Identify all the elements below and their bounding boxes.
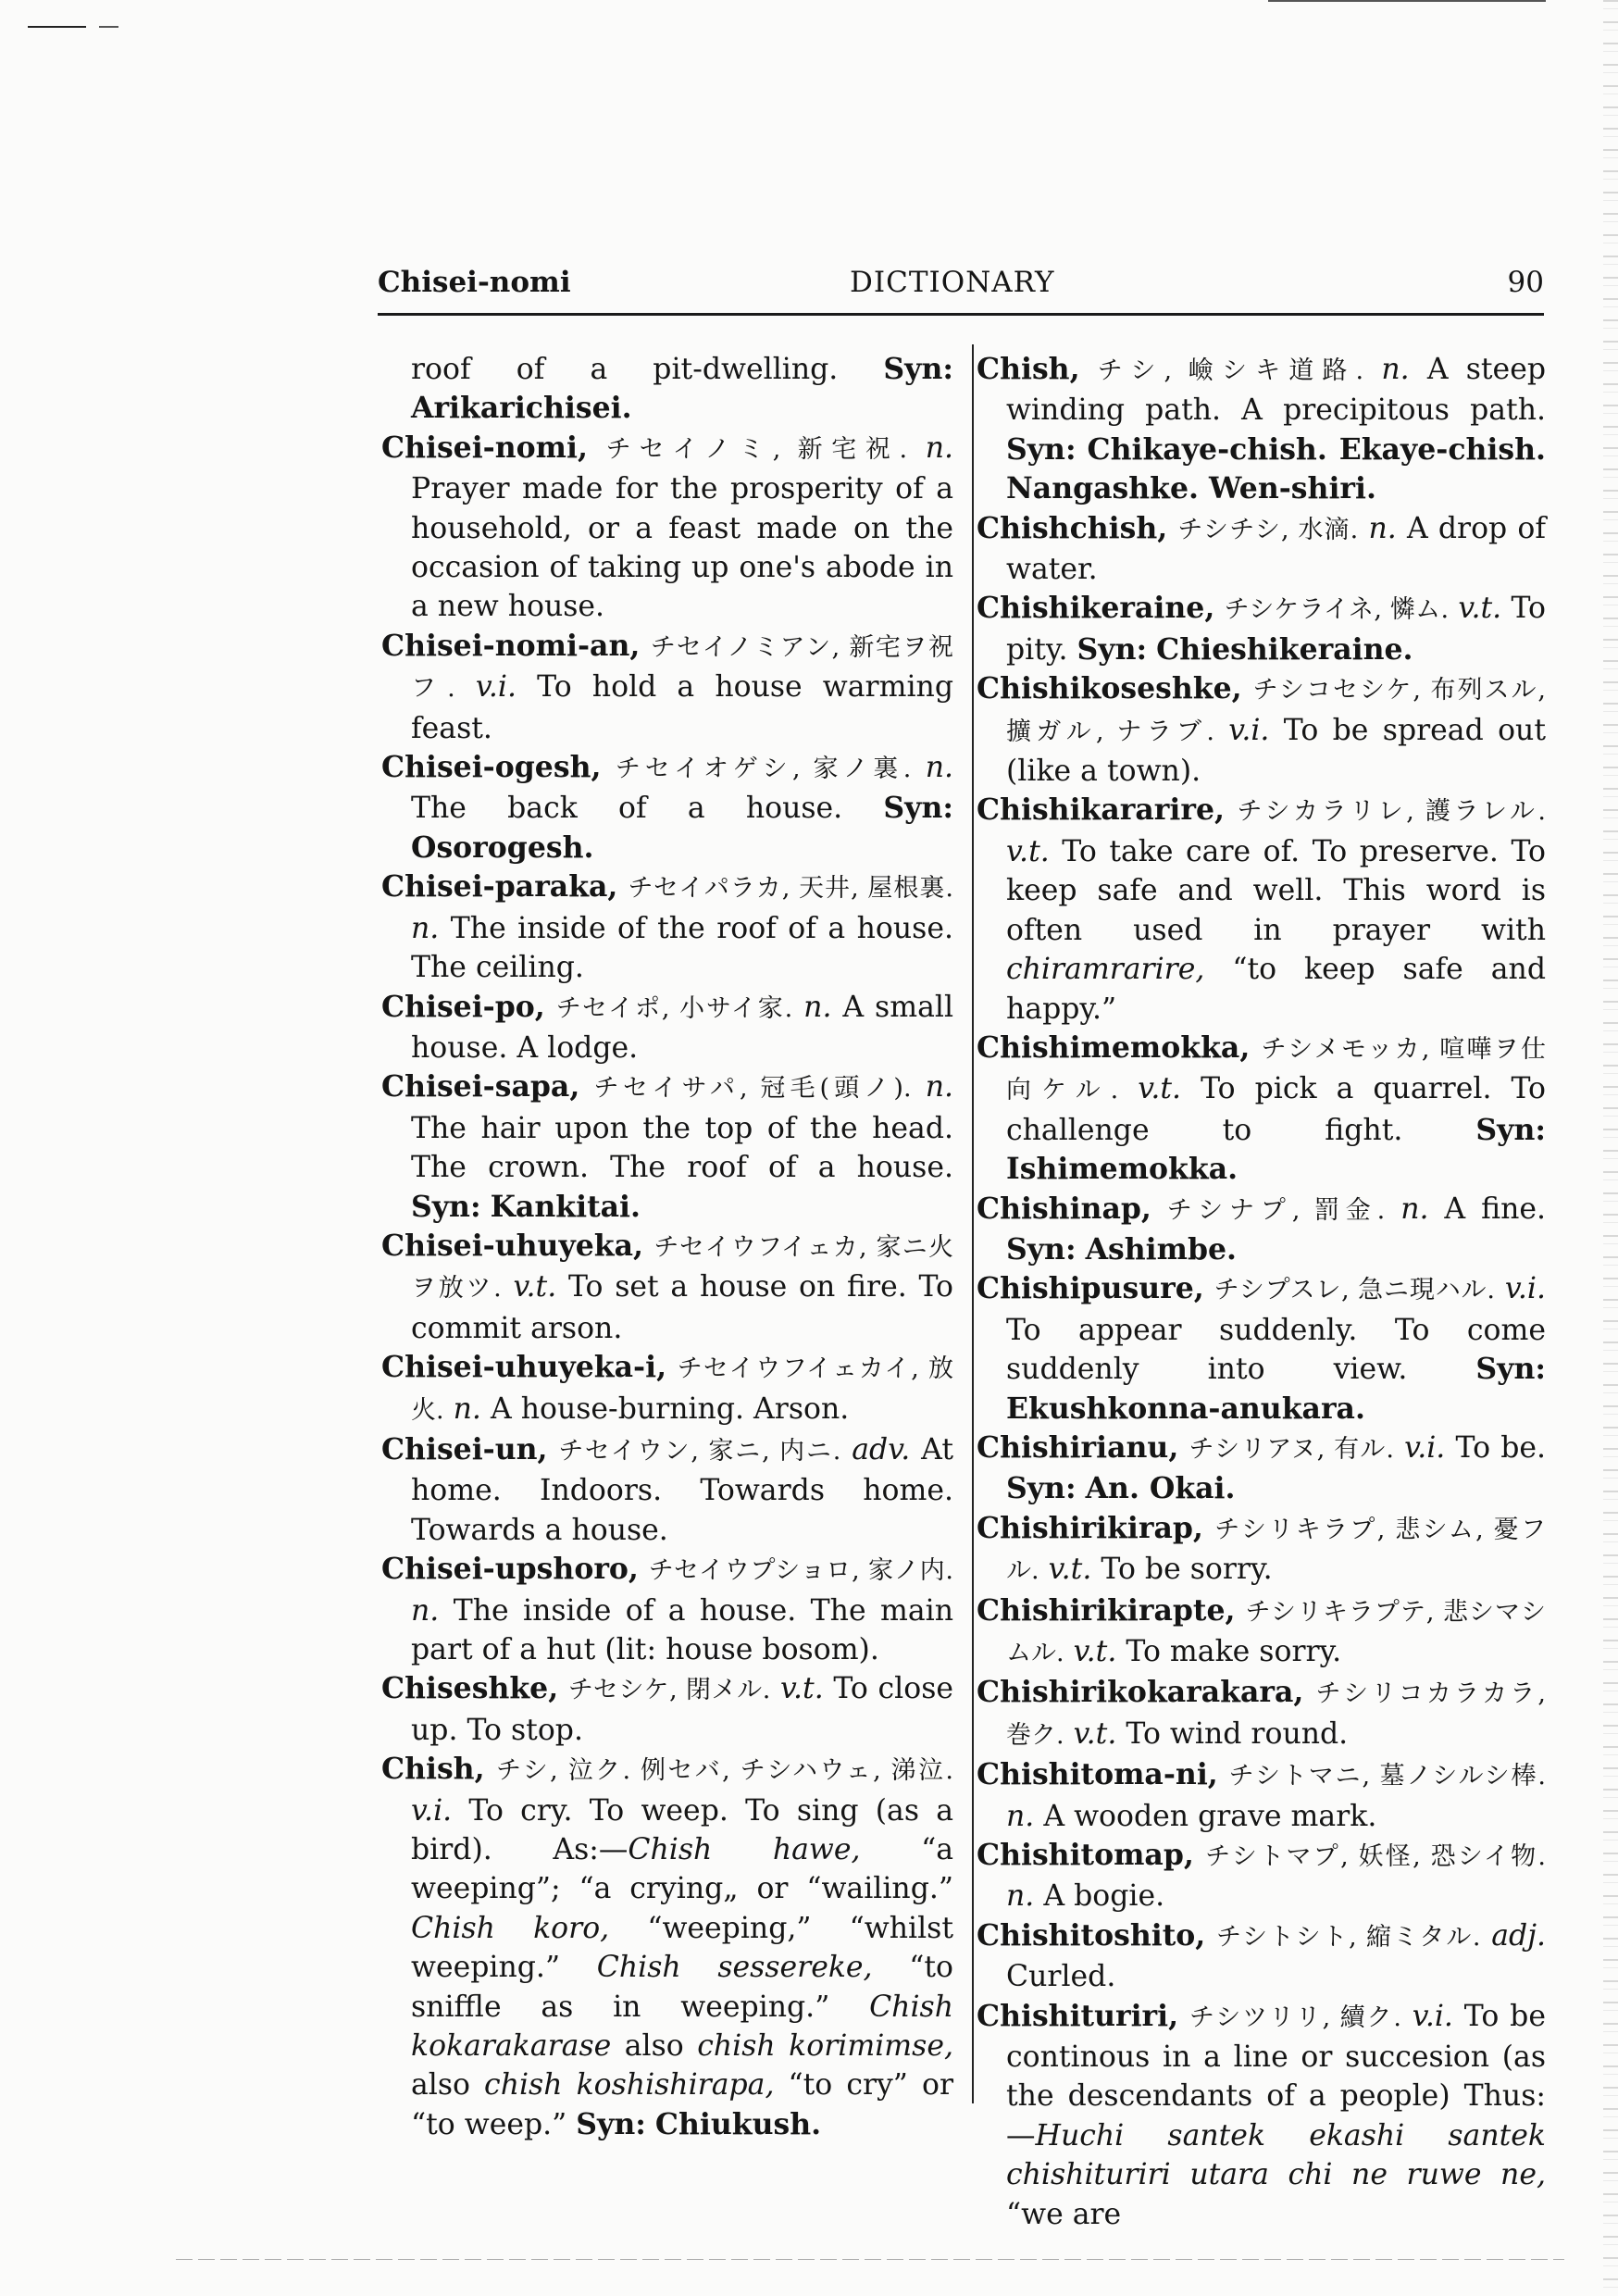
dictionary-entry [977, 1269, 1546, 1429]
japanese-gloss: チセイウン, 家ニ, 内ニ. [558, 1436, 841, 1466]
example: chish koshishirapa, [484, 2068, 775, 2103]
definition: “weeping,” “whilst weeping.” [411, 1911, 953, 1985]
syn-label: Syn: [1006, 1471, 1077, 1506]
synonym: Chikaye-chish. Ekaye-chish. Nangashke. Wen-shiri. [1006, 431, 1547, 506]
part-of-speech: v.i. [1504, 1272, 1546, 1306]
japanese-gloss: チシプスレ, 急ニ現ハル. [1214, 1276, 1495, 1305]
part-of-speech: v.t. [1073, 1635, 1117, 1668]
part-of-speech: v.i. [475, 670, 517, 705]
part-of-speech: n. [411, 1593, 440, 1628]
japanese-gloss: チセイウプショロ, 家ノ内. [648, 1556, 954, 1586]
japanese-gloss: チシリキラプテ, 悲シマシムル. [1006, 1597, 1547, 1667]
page-header [378, 264, 1544, 310]
dictionary-entry [977, 669, 1546, 791]
part-of-speech: n. [1006, 1799, 1035, 1833]
syn-label: Syn: [576, 2106, 646, 2141]
part-of-speech: v.t. [1073, 1716, 1117, 1751]
headword: Chishirikirapte, [977, 1592, 1236, 1628]
part-of-speech: n. [453, 1391, 481, 1426]
headword: Chisei-nomi-an, [381, 628, 641, 663]
japanese-gloss: チシリコカラカラ, 巻ク. [1006, 1679, 1546, 1750]
definition: “a weeping”; “a crying„ or “wailing.” [411, 1833, 953, 1906]
headword: Chisei-uhuyeka, [381, 1228, 644, 1263]
dictionary-entry [977, 1190, 1546, 1270]
headword: Chisei-ogesh, [381, 750, 602, 785]
definition: “to cry” or “to weep.” [411, 2068, 953, 2141]
japanese-gloss: チシツリリ, 續ク. [1189, 2003, 1401, 2032]
part-of-speech: adv. [852, 1432, 911, 1466]
definition: At home. Indoors. Towards home. Towards a house. [411, 1432, 954, 1547]
part-of-speech: n. [411, 911, 440, 945]
definition: To be spread out (like a town). [1006, 713, 1546, 789]
dictionary-entry [977, 509, 1546, 590]
dictionary-entry [977, 350, 1546, 509]
definition: Curled. [1006, 1960, 1116, 1994]
headword: Chish, [977, 352, 1080, 386]
japanese-gloss: チシチシ, 水滴. [1177, 515, 1359, 544]
headword: Chishikeraine, [977, 591, 1215, 626]
dictionary-entry [977, 1755, 1546, 1836]
example: Chish sessereke, [596, 1951, 873, 1985]
definition: A steep winding path. A precipitous path. [1006, 353, 1546, 428]
headword: Chisei-upshoro, [381, 1552, 639, 1587]
part-of-speech: v.t. [1458, 592, 1502, 626]
japanese-gloss: チセイポ, 小サイ家. [555, 993, 793, 1023]
running-head-left: Chisei-nomi [378, 266, 571, 299]
definition: The hair upon the top of the head. The crown. The roof of a house. [411, 1111, 953, 1185]
synonym: Chiukush. [654, 2106, 822, 2141]
headword: Chishirianu, [977, 1429, 1179, 1465]
dictionary-entry [381, 1067, 953, 1227]
japanese-gloss: チシコセシケ, 布列スル, 擴ガル, ナラブ. [1006, 676, 1547, 746]
left-entries [381, 429, 953, 1750]
dictionary-entry [381, 1348, 953, 1430]
japanese-gloss: チシケライネ, 憐ム. [1224, 595, 1450, 625]
part-of-speech: v.t. [1006, 834, 1050, 868]
example: Chish hawe, [628, 1833, 861, 1867]
dictionary-entry [381, 627, 953, 748]
definition: The inside of the roof of a house. The ceiling. [411, 911, 953, 985]
scan-artifact-bottom-rule [176, 2259, 1564, 2260]
part-of-speech: v.i. [1412, 1999, 1453, 2033]
example: Chish koro, [411, 1911, 610, 1945]
syn-label: Syn: [1475, 1112, 1546, 1147]
japanese-gloss: チセシケ, 閉メル. [567, 1676, 771, 1705]
continued-definition: roof of a pit-dwelling. [411, 353, 839, 386]
headword: Chisei-sapa, [381, 1069, 580, 1104]
header-rule [378, 313, 1544, 316]
headword: Chish, [381, 1752, 485, 1787]
part-of-speech: v.i. [411, 1793, 453, 1828]
definition: “we are [1006, 2197, 1122, 2231]
definition: also [611, 2029, 698, 2064]
synonym: Osorogesh. [411, 830, 594, 865]
dictionary-entry [381, 429, 953, 627]
japanese-gloss: チセイパラカ, 天井, 屋根裏. [628, 874, 953, 904]
synonym: Ekushkonna-anukara. [1006, 1391, 1365, 1426]
definition: To pick a quarrel. To challenge to fight. [1006, 1072, 1547, 1147]
japanese-gloss: チシ, 泣ク. 例セバ, チシハウェ, 涕泣. [495, 1756, 953, 1786]
part-of-speech: n. [1368, 511, 1397, 545]
dictionary-entry [381, 1227, 953, 1348]
dictionary-entry [381, 988, 953, 1068]
part-of-speech: n. [925, 751, 953, 785]
headword: Chishikoseshke, [977, 671, 1242, 706]
definition: The back of a house. [411, 792, 843, 826]
synonym: Ashimbe. [1085, 1231, 1238, 1267]
japanese-gloss: チシリアヌ, 有ル. [1189, 1434, 1394, 1464]
dictionary-entry [977, 1591, 1546, 1674]
part-of-speech: n. [1400, 1192, 1429, 1226]
example: Huchi santek ekashi santek chishituriri utara chi ne ruwe ne, [1006, 2118, 1546, 2192]
headword: Chisei-nomi, [381, 430, 588, 465]
example: chiramrarire, [1006, 953, 1205, 987]
synonym: Kankitai. [490, 1189, 641, 1224]
definition: To cry. To weep. To sing (as a bird). As:— [411, 1793, 954, 1867]
dictionary-entry [381, 1550, 953, 1669]
definition: To be sorry. [1101, 1553, 1273, 1587]
dictionary-entry-chishituriri [977, 1997, 1546, 2234]
headword: Chishikararire, [977, 792, 1225, 828]
dictionary-entry-chish-cry [381, 1750, 953, 2144]
part-of-speech: v.i. [1228, 713, 1270, 747]
headword: Chishimemokka, [977, 1029, 1251, 1065]
japanese-gloss: チセイサパ, 冠毛(頭ノ). [593, 1074, 912, 1104]
syn-label: Syn: [411, 1189, 481, 1224]
japanese-gloss: チセイオゲシ, 家ノ裏. [615, 755, 912, 784]
definition: A wooden grave mark. [1043, 1799, 1377, 1833]
definition: To be. [1455, 1430, 1547, 1465]
definition: Prayer made for the prosperity of a household, or a feast made on the occasion of taking up one's abode in a new house. [411, 472, 953, 624]
japanese-gloss: チシリキラプ, 悲シム, 憂フル. [1006, 1515, 1546, 1586]
page-number: 90 [1507, 266, 1544, 299]
definition: To be continous in a line or succesion (as the descendants of a people) Thus: — [1006, 1999, 1546, 2152]
left-column [381, 350, 953, 2144]
headword: Chishirikokarakara, [977, 1675, 1304, 1710]
syn-label: Syn: [883, 791, 954, 826]
dictionary-entry [977, 1029, 1546, 1190]
part-of-speech: v.t. [513, 1270, 557, 1304]
dictionary-entry [977, 1673, 1546, 1755]
headword: Chishipusure, [977, 1271, 1204, 1306]
right-column [977, 350, 1546, 2234]
definition: A small house. A lodge. [411, 990, 954, 1065]
part-of-speech: v.t. [1138, 1072, 1182, 1106]
part-of-speech: n. [925, 430, 954, 465]
dictionary-entry [381, 1669, 953, 1750]
syn-label: Syn: [1006, 1231, 1077, 1267]
headword: Chiseshke, [381, 1671, 559, 1706]
headword: Chishitoma-ni, [977, 1757, 1218, 1792]
headword: Chishitoshito, [977, 1917, 1206, 1953]
right-entries [977, 350, 1546, 1997]
synonym: Chieshikeraine. [1156, 631, 1413, 667]
example: chish korimimse, [697, 2029, 953, 2064]
synonym: Ishimemokka. [1006, 1152, 1238, 1187]
part-of-speech: v.t. [779, 1672, 824, 1706]
dictionary-entry [977, 589, 1546, 669]
definition: To wind round. [1126, 1716, 1349, 1751]
dictionary-entry [977, 1509, 1546, 1591]
definition: To set a house on fire. To commit arson. [411, 1270, 953, 1345]
definition: The inside of a house. The main part of a hut (lit: house bosom). [411, 1593, 953, 1666]
scan-artifact-top-rule [1268, 0, 1546, 2]
dictionary-entry [977, 1429, 1546, 1509]
part-of-speech: v.t. [1048, 1553, 1092, 1587]
headword: Chisei-paraka, [381, 869, 618, 905]
headword: Chishinap, [977, 1191, 1151, 1226]
dictionary-entry [381, 748, 953, 867]
syn-label: Syn: [1475, 1352, 1546, 1387]
japanese-gloss: チシナプ, 罰金. [1166, 1195, 1386, 1225]
japanese-gloss: チセイノミ, 新宅祝. [605, 434, 908, 464]
running-head-title: DICTIONARY [850, 266, 1055, 299]
headword: Chisei-un, [381, 1431, 548, 1466]
scan-artifact-top-left [28, 26, 157, 28]
continued-entry [381, 350, 953, 429]
column-divider [972, 344, 974, 2103]
synonym: An. Okai. [1085, 1471, 1236, 1506]
japanese-gloss: チシトシト, 縮ミタル. [1215, 1922, 1481, 1952]
definition: also [411, 2068, 485, 2103]
syn-label: Syn: [1006, 431, 1077, 467]
definition: To appear suddenly. To come suddenly into view. [1006, 1313, 1546, 1387]
synonym: Arikarichisei. [411, 391, 632, 426]
japanese-gloss: チシトマプ, 妖怪, 恐シイ物. [1205, 1842, 1546, 1872]
headword: Chishirikirap, [977, 1510, 1203, 1545]
definition: A fine. [1444, 1192, 1547, 1226]
syn-label: Syn: [1077, 631, 1148, 667]
headword: Chisei-uhuyeka-i, [381, 1350, 667, 1385]
dictionary-entry [381, 1430, 953, 1550]
dictionary-entry [977, 1836, 1546, 1916]
part-of-speech: n. [803, 990, 832, 1024]
definition: To hold a house warming feast. [411, 670, 954, 745]
part-of-speech: n. [1006, 1879, 1035, 1914]
japanese-gloss: チシメモッカ, 喧嘩ヲ仕向ケル. [1006, 1034, 1546, 1105]
dictionary-entry [977, 1916, 1546, 1997]
headword: Chishchish, [977, 510, 1168, 545]
part-of-speech: n. [925, 1070, 954, 1104]
definition: A house-burning. Arson. [490, 1391, 850, 1426]
syn-label: Syn: [883, 352, 953, 386]
definition: To take care of. To preserve. To keep safe and well. This word is often used in prayer with [1006, 834, 1546, 947]
headword: Chishituriri, [977, 1998, 1179, 2033]
dictionary-entry [381, 867, 953, 987]
part-of-speech: adj. [1491, 1918, 1546, 1953]
japanese-gloss: チシトマニ, 墓ノシルシ棒. [1228, 1762, 1547, 1791]
scan-artifact-right-edge [1603, 0, 1618, 2296]
definition: A drop of water. [1006, 511, 1547, 587]
example: Chish kokarakarase [411, 1990, 953, 2064]
definition: To make sorry. [1126, 1635, 1342, 1668]
japanese-gloss: チセイウフイェカ, 家ニ火ヲ放ツ. [411, 1232, 954, 1304]
dictionary-entry [977, 791, 1546, 1028]
headword: Chishitomap, [977, 1838, 1194, 1873]
part-of-speech: n. [1381, 353, 1410, 386]
headword: Chisei-po, [381, 989, 545, 1024]
definition: “to keep safe and happy.” [1006, 953, 1546, 1026]
japanese-gloss: チセイウフイェカイ, 放火. [411, 1354, 953, 1425]
japanese-gloss: チシカラリレ, 護ラレル. [1237, 797, 1546, 827]
definition: To pity. [1006, 592, 1547, 667]
japanese-gloss: チセイノミアン, 新宅ヲ祝フ. [411, 632, 953, 704]
definition: To close up. To stop. [411, 1672, 953, 1747]
part-of-speech: v.i. [1404, 1430, 1446, 1465]
definition: “to sniffle as in weeping.” [411, 1951, 953, 2024]
japanese-gloss: チシ, 嶮シキ道路. [1097, 356, 1364, 385]
definition: A bogie. [1043, 1879, 1165, 1914]
